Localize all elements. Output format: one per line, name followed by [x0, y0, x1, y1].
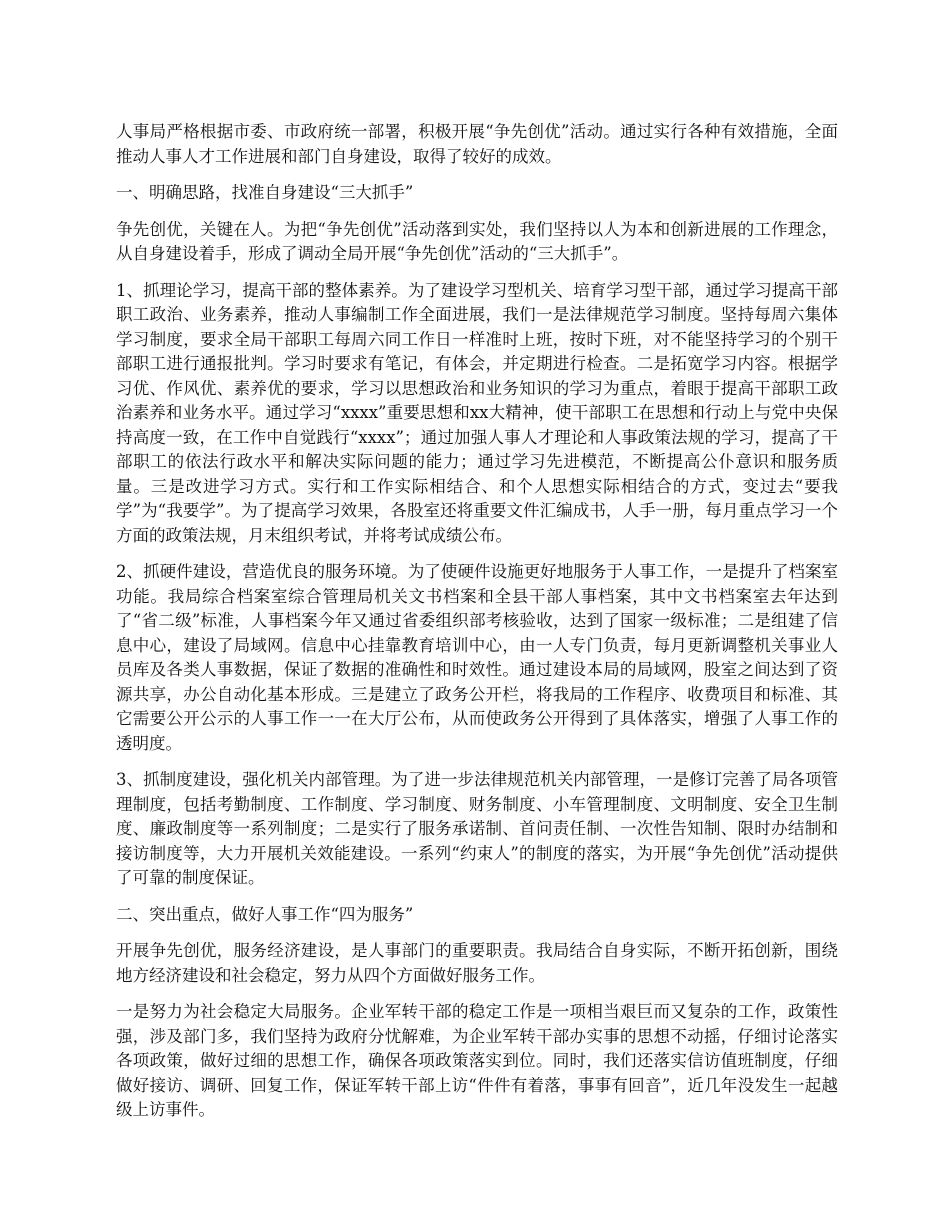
section-2-intro-paragraph: 开展争先创优，服务经济建设，是人事部门的重要职责。我局结合自身实际，不断开拓创新，围绕地方经济建设和社会稳定，努力从四个方面做好服务工作。: [116, 941, 838, 985]
section-heading-1: 一、明确思路，找准自身建设“三大抓手”: [116, 183, 414, 202]
document-body: [116, 120, 838, 1135]
social-stability-paragraph: 一是努力为社会稳定大局服务。企业军转干部的稳定工作是一项相当艰巨而又复杂的工作，政策性强，涉及部门多，我们坚持为政府分忧解难，为企业军转干部办实事的思想不动摇，仔细讨论落实各项政策，做好过细的思想工作，确保各项政策落实到位。同时，我们还落实信访值班制度，仔细做好接访、调研、回复工作，保证军转干部上访“件件有着落，事事有回音”，近几年没发生一起越级上访事件。: [116, 1002, 838, 1119]
intro-paragraph: 人事局严格根据市委、市政府统一部署，积极开展“争先创优”活动。通过实行各种有效措施，全面推动人事人才工作进展和部门自身建设，取得了较好的成效。: [116, 122, 838, 166]
item-3-system-paragraph: 3、抓制度建设，强化机关内部管理。为了进一步法律规范机关内部管理，一是修订完善了局各项管理制度，包括考勤制度、工作制度、学习制度、财务制度、小车管理制度、文明制度、安全卫生制度、廉政制度等一系列制度；二是实行了服务承诺制、首问责任制、一次性告知制、限时办结制和接访制度等，大力开展机关效能建设。一系列“约束人”的制度的落实，为开展“争先创优”活动提供了可靠的制度保证。: [116, 770, 838, 887]
section-1-intro-paragraph: 争先创优，关键在人。为把“争先创优”活动落到实处，我们坚持以人为本和创新进展的工作理念，从自身建设着手，形成了调动全局开展“争先创优”活动的“三大抓手”。: [116, 219, 838, 263]
item-2-hardware-paragraph: 2、抓硬件建设，营造优良的服务环境。为了使硬件设施更好地服务于人事工作，一是提升了档案室功能。我局综合档案室综合管理局机关文书档案和全县干部人事档案，其中文书档案室去年达到了“省二级”标准，人事档案今年又通过省委组织部考核验收，达到了国家一级标准；二是组建了信息中心，建设了局域网。信息中心挂靠教育培训中心，由一人专门负责，每月更新调整机关事业人员库及各类人事数据，保证了数据的准确性和时效性。通过建设本局的局域网，股室之间达到了资源共享，办公自动化基本形成。三是建立了政务公开栏，将我局的工作程序、收费项目和标准、其它需要公开公示的人事工作一一在大厅公布，从而使政务公开得到了具体落实，增强了人事工作的透明度。: [116, 562, 838, 753]
item-1-theory-study-paragraph: 1、抓理论学习，提高干部的整体素养。为了建设学习型机关、培育学习型干部，通过学习提高干部职工政治、业务素养，推动人事编制工作全面进展，我们一是法律规范学习制度。坚持每周六集体学习制度，要求全局干部职工每周六同工作日一样准时上班，按时下班，对不能坚持学习的个别干部职工进行通报批判。学习时要求有笔记，有体会，并定期进行检查。二是拓宽学习内容。根据学习优、作风优、素养优的要求，学习以思想政治和业务知识的学习为重点，着眼于提高干部职工政治素养和业务水平。通过学习“xxxx”重要思想和xx大精神，使干部职工在思想和行动上与党中央保持高度一致，在工作中自觉践行“xxxx”；通过加强人事人才理论和人事政策法规的学习，提高了干部职工的依法行政水平和解决实际问题的能力；通过学习先进模范，不断提高公仆意识和服务质量。三是改进学习方式。实行和工作实际相结合、和个人思想实际相结合的方式，变过去“要我学”为“我要学”。为了提高学习效果，各股室还将重要文件汇编成书，人手一册，每月重点学习一个方面的政策法规，月末组织考试，并将考试成绩公布。: [116, 280, 838, 545]
section-heading-2: 二、突出重点，做好人事工作“四为服务”: [116, 904, 414, 924]
